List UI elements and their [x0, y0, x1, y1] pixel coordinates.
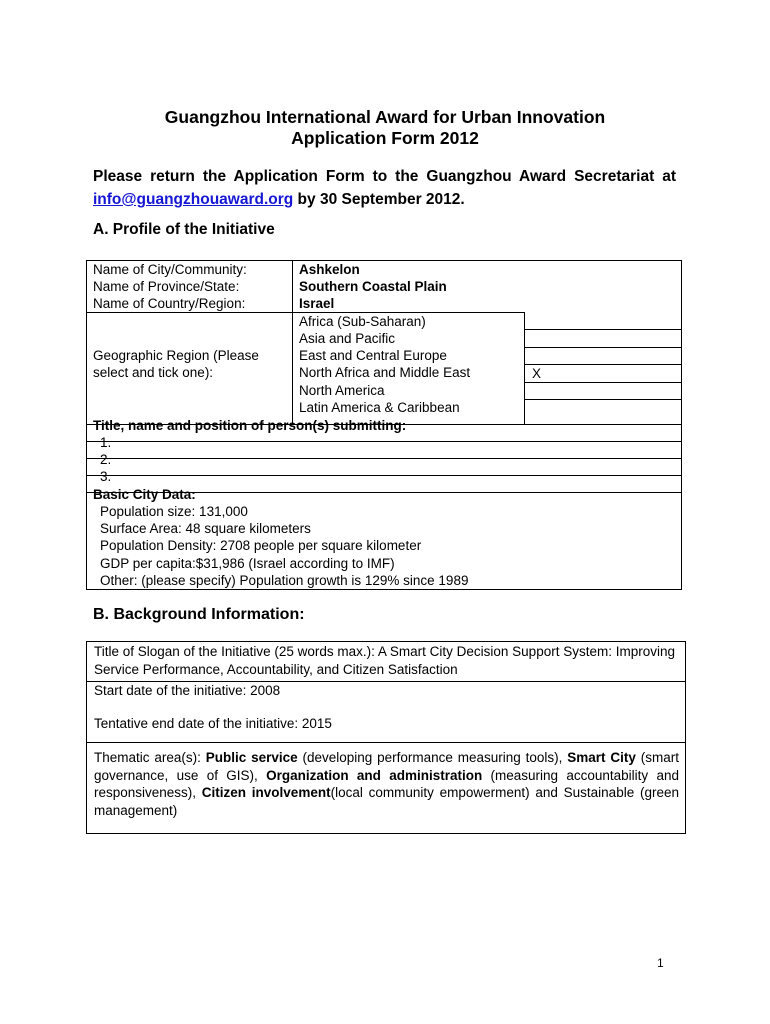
region-option: Africa (Sub-Saharan): [299, 314, 426, 329]
theme-citizen-involvement: Citizen involvement: [201, 785, 331, 800]
intro-text: Please return the Application Form to the Guangzhou Award Secretariat at: [93, 168, 676, 185]
theme-text: (smart governance, use of GIS),: [94, 750, 680, 783]
row-divider: [87, 312, 292, 313]
email-link[interactable]: info@guangzhouaward.org: [93, 191, 294, 208]
row-divider: [524, 347, 681, 348]
thematic-prefix: Thematic area(s):: [94, 750, 206, 765]
intro-deadline: by 30 September 2012.: [293, 191, 465, 208]
form-title-line1: Guangzhou International Award for Urban Innovation: [164, 107, 606, 127]
theme-public-service: Public service: [205, 750, 298, 765]
city-value: Ashkelon: [299, 262, 360, 277]
theme-text: (developing performance measuring tools),: [297, 750, 568, 765]
theme-text: (measuring accountability and responsiveness),: [94, 767, 679, 800]
country-value: Israel: [299, 296, 335, 311]
province-label: Name of Province/State:: [93, 279, 240, 294]
theme-smart-city: Smart City: [567, 750, 636, 765]
region-option: North Africa and Middle East: [299, 365, 471, 380]
persons-label: Title, name and position of person(s) submitting:: [93, 418, 407, 433]
city-data-row: GDP per capita:$31,986 (Israel according to IMF): [100, 556, 395, 571]
province-value: Southern Coastal Plain: [299, 279, 447, 294]
slogan-field: Title of Slogan of the Initiative (25 words max.): A Smart City Decision Support System: Improving Service Performance, Accountability, and Citizen Satisfaction: [94, 644, 675, 677]
thematic-area-field: [94, 749, 679, 819]
region-label: Geographic Region (Please: [93, 348, 259, 363]
city-data-label: Basic City Data:: [93, 487, 196, 502]
col-divider: [292, 261, 293, 425]
region-tick: X: [532, 366, 542, 381]
row-divider: [524, 364, 681, 365]
region-option: East and Central Europe: [299, 348, 447, 363]
region-option: North America: [299, 383, 385, 398]
row-divider: [87, 475, 681, 476]
city-data-row: Surface Area: 48 square kilometers: [100, 521, 311, 536]
row-divider: [524, 399, 681, 400]
section-a-heading: A. Profile of the Initiative: [93, 221, 275, 238]
region-option: Asia and Pacific: [299, 331, 396, 346]
theme-text: (local community empowerment) and Sustainable (green management): [94, 785, 679, 818]
end-date-field: Tentative end date of the initiative: 2015: [94, 716, 332, 731]
profile-table: [86, 260, 682, 590]
row-divider: [524, 329, 681, 330]
city-label: Name of City/Community:: [93, 262, 247, 277]
city-data-row: Population Density: 2708 people per square kilometer: [100, 538, 422, 553]
region-option: Latin America & Caribbean: [299, 400, 460, 415]
row-divider: [87, 441, 681, 442]
region-label-cont: select and tick one):: [93, 365, 214, 380]
city-data-row: Other: (please specify) Population growth is 129% since 1989: [100, 573, 469, 588]
row-divider: [87, 458, 681, 459]
country-label: Name of Country/Region:: [93, 296, 246, 311]
row-divider: [524, 382, 681, 383]
start-date-field: Start date of the initiative: 2008: [94, 683, 281, 698]
person-row: 3.: [100, 469, 112, 484]
person-row: 1.: [100, 435, 112, 450]
background-table: [86, 641, 686, 834]
intro-paragraph: [93, 165, 676, 211]
person-row: 2.: [100, 452, 112, 467]
theme-organization: Organization and administration: [266, 767, 483, 783]
city-data-row: Population size: 131,000: [100, 504, 248, 519]
section-b-heading: B. Background Information:: [93, 606, 305, 623]
page-number: 1: [657, 956, 664, 970]
row-divider: [87, 742, 685, 743]
form-title-line2: Application Form 2012: [291, 128, 479, 148]
